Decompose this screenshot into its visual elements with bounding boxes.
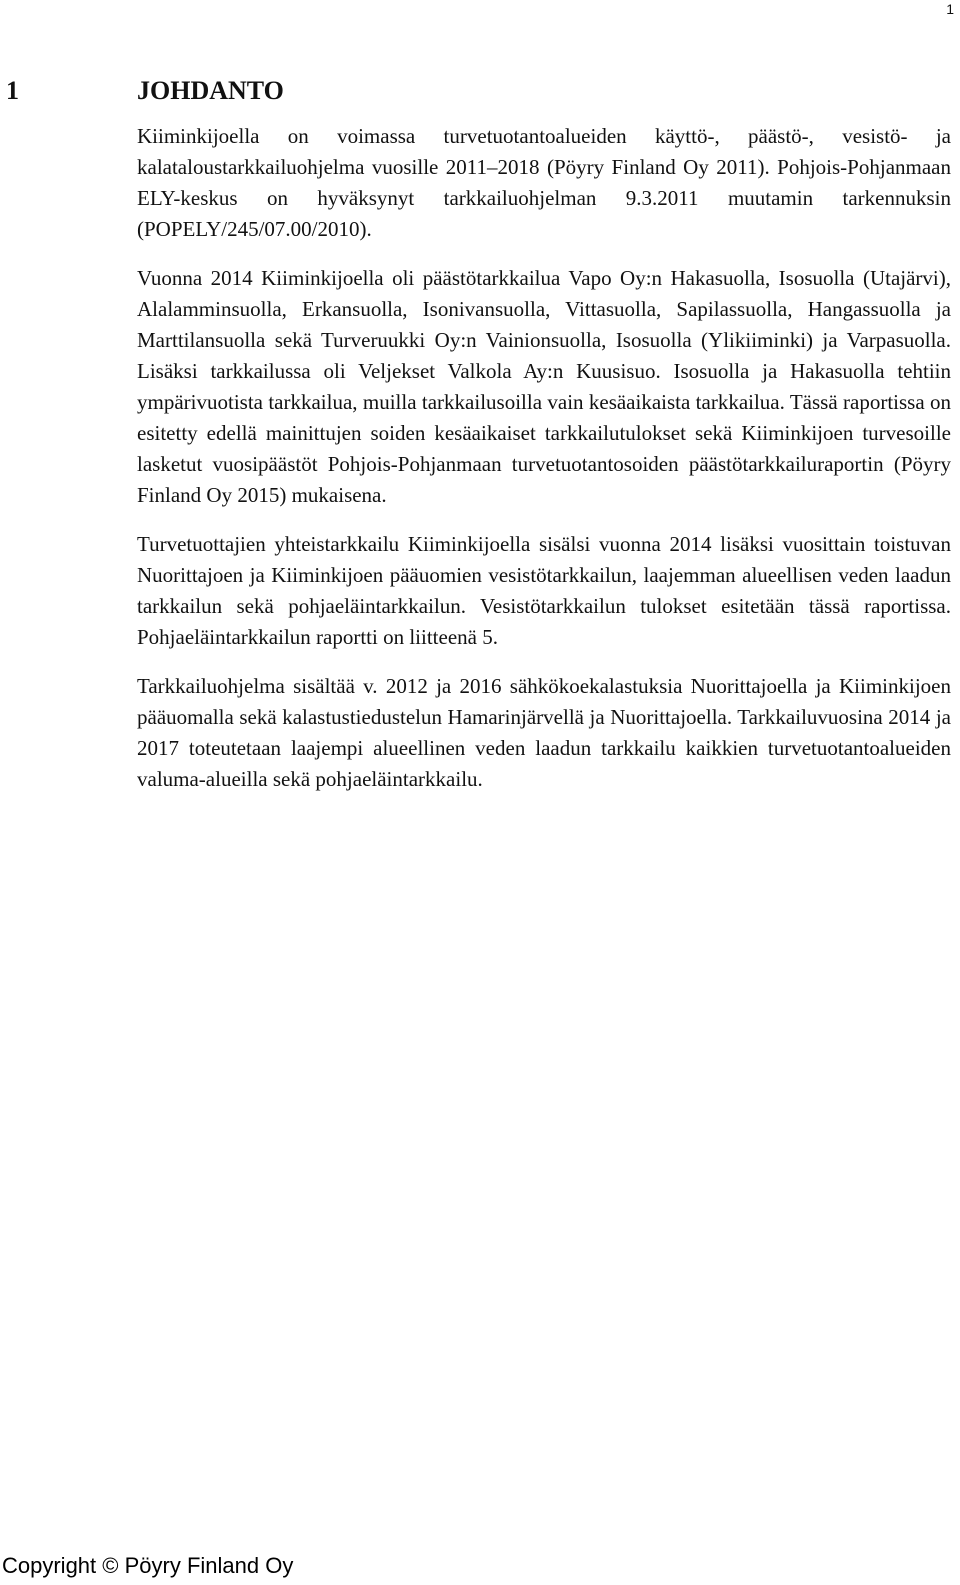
paragraph-program-contents: Tarkkailuohjelma sisältää v. 2012 ja 2016 sähkökoekalastuksia Nuorittajoella ja Kiiminkijoen pääuomalla sekä kalastustiedustelun Hamarinjärvellä ja Nuorittajoella. Tarkkailuvuosina 2014 ja 2017 toteutetaan laajempi alueellinen veden laadun tarkkailu kaikkien turvetuotantoalueiden valuma-alueilla sekä pohjaeläintarkkailu.	[137, 674, 951, 791]
paragraph-joint-monitoring: Turvetuottajien yhteistarkkailu Kiiminkijoella sisälsi vuonna 2014 lisäksi vuosittain toistuvan Nuorittajoen ja Kiiminkijoen pääuomien vesistötarkkailun, laajemman alueellisen veden laadun tarkkailun sekä pohjaeläintarkkailun. Vesistötarkkailun tulokset esitetään tässä raportissa. Pohjaeläintarkkailun raportti on liitteenä 5.	[137, 532, 951, 649]
paragraph-intro: Kiiminkijoella on voimassa turvetuotantoalueiden käyttö-, päästö-, vesistö- ja kalataloustarkkailuohjelma vuosille 2011–2018 (Pöyry Finland Oy 2011). Pohjois-Pohjanmaan ELY-keskus on hyväksynyt tarkkailuohjelman 9.3.2011 muutamin tarkennuksin (POPELY/245/07.00/2010).	[137, 124, 951, 241]
body-text	[137, 121, 951, 813]
page-number: 1	[946, 1, 954, 17]
section-title: JOHDANTO	[137, 76, 284, 105]
paragraph-monitoring-2014: Vuonna 2014 Kiiminkijoella oli päästötarkkailua Vapo Oy:n Hakasuolla, Isosuolla (Utajärvi), Alalamminsuolla, Erkansuolla, Isonivansuolla, Vittasuolla, Sapilassuolla, Hangassuolla ja Marttilansuolla sekä Turveruukki Oy:n Vainionsuolla, Isosuolla (Ylikiiminki) ja Varpasuolla. Lisäksi tarkkailussa oli Veljekset Valkola Ay:n Kuusisuo. Isosuolla ja Hakasuolla tehtiin ympärivuotista tarkkailua, muilla tarkkailusoilla vain kesäaikaista tarkkailua. Tässä raportissa on esitetty edellä mainittujen soiden kesäaikaiset tarkkailutulokset sekä Kiiminkijoen turvesoille lasketut vuosipäästöt Pohjois-Pohjanmaan turvetuotantosoiden päästötarkkailuraportin (Pöyry Finland Oy 2015) mukaisena.	[137, 266, 951, 507]
copyright-footer: Copyright © Pöyry Finland Oy	[2, 1553, 294, 1578]
section-number: 1	[6, 76, 19, 105]
